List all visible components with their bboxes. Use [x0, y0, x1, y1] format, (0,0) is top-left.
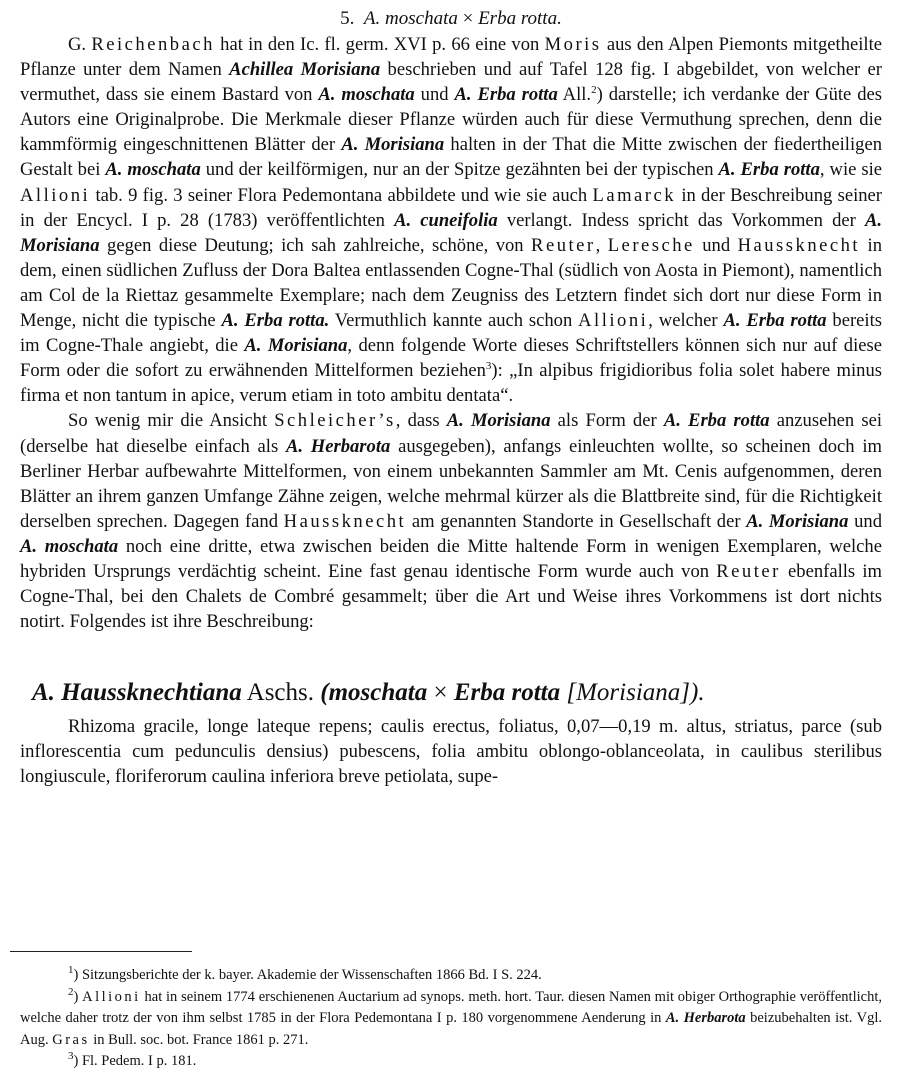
species-name: A. Morisiana: [746, 510, 849, 532]
text-run: ausgegeben), anfangs einleuchten wollte, so scheinen doch im Berliner Herbar aufbewahrte Mittelformen, von einem unbekannten Sammler am Mt. Cenis aufgenommen, deren Blätter an ihrem ganzen Umfange Zähne zeigen, welche mehrmal kürzer als die Blattbreite sind, für die Richtigkeit derselben sprechen. Dagegen fand: [20, 435, 882, 532]
text-run: , welcher: [648, 310, 724, 332]
author-name: Schleicher’s: [274, 410, 396, 432]
text-run: und: [694, 234, 738, 256]
species-name: A. Morisiana: [446, 410, 551, 432]
species-name: A. Erba rotta: [454, 84, 558, 106]
section-parent1: A. moschata: [363, 8, 458, 29]
text-run: noch eine dritte, etwa zwischen beiden die Mitte haltende Form in wenigen Exemplaren, welche hybriden Ursprungs verdächtig scheint. Eine fast genau identische Form wurde auch von: [20, 535, 882, 582]
text-run: in der Beschreibung seiner in der Encycl. I p. 28 (1783) veröffentlichten: [20, 184, 882, 231]
text-run: Vermuthlich kannte auch schon: [329, 310, 579, 332]
text-run: ,: [595, 234, 608, 256]
footnote-1: [20, 965, 882, 987]
text-run: ): [73, 988, 83, 1005]
document-page: [20, 0, 882, 790]
text-run: ) Sitzungsberichte der k. bayer. Akademie der Wissenschaften 1866 Bd. I S. 224.: [73, 967, 542, 983]
author-name: Reichenbach: [91, 34, 215, 55]
species-name: Achillea Morisiana: [229, 59, 381, 81]
text-run: in Bull. soc. bot. France 1861 p. 271.: [89, 1031, 309, 1048]
text-run: All.: [557, 84, 592, 106]
text-run: und der keilförmigen, nur an der Spitze gezähnten bei der typischen: [200, 159, 719, 181]
text-run: verlangt. Indess spricht das Vorkommen der: [497, 209, 865, 231]
species-name: A. cuneifolia: [394, 209, 498, 231]
species-name: A. Erba rotta: [663, 410, 770, 432]
section-heading: [20, 6, 882, 32]
author-name: Allioni: [20, 184, 91, 206]
species-name: A. Herbarota: [285, 435, 391, 457]
cross-symbol: ×: [427, 679, 454, 707]
author-name: Leresche: [607, 234, 695, 256]
footnote-ref-2[interactable]: 2: [591, 84, 597, 96]
text-run: bereits im Cogne-Thale angiebt, die: [20, 310, 882, 357]
species-name: A. moschata: [318, 84, 415, 106]
author-name: Haussknecht: [283, 510, 407, 532]
species-name: A. Morisiana: [341, 134, 445, 156]
text-run: ebenfalls im Cogne-Thal, bei den Chalets de Combré gesammelt; über die Art und Weise ihres Vorkommens ist dort nichts notirt. Folgendes ist ihre Beschreibung:: [20, 560, 882, 633]
species-name: A. moschata: [20, 535, 119, 557]
text-run: hat in den Ic. fl. germ. XVI p. 66 eine von: [214, 34, 545, 55]
author-name: Allioni: [82, 988, 141, 1005]
text-run: halten in der That die Mitte zwischen der fiedertheiligen Gestalt bei: [20, 134, 882, 181]
species-description: Rhizoma gracile, longe lateque repens; caulis erectus, foliatus, 0,07—0,19 m. altus, striatus, parce (sub inflorescentia cum pedunculis densius) pubescens, folia ambitu oblongo-oblanceolata, in caulibus sterilibus longiuscule, floriferorum caulina inferiora breve petiolata, supe-: [20, 716, 882, 788]
text-run: , wie sie: [819, 159, 883, 181]
author-name: Allioni: [578, 310, 649, 332]
text-run: und: [848, 510, 882, 532]
species-name: A. Erba rotta.: [221, 310, 330, 332]
author-name: Reuter: [716, 560, 781, 582]
hybrid-formula-part3: [Morisiana]).: [560, 679, 705, 707]
text-run: ) darstelle; ich verdanke der Güte des Autors eine Originalprobe. Die Merkmale dieser Pflanze würden auch für diese Vermuthung sprechen, denn die kammförmig eingeschnittenen Blätter der: [20, 84, 882, 156]
footnote-3: [20, 1051, 882, 1073]
footnote-ref-3[interactable]: 3: [485, 360, 492, 373]
author-name: Gras: [52, 1031, 90, 1048]
footnote-2: [20, 987, 882, 1052]
hybrid-formula-part2: Erba rotta: [453, 679, 561, 707]
species-name: A. Erba rotta: [723, 310, 827, 332]
text-run: als Form der: [550, 410, 664, 432]
text-run: anzusehen sei (derselbe hat dieselbe einfach als: [20, 410, 882, 457]
text-run: So wenig mir die Ansicht: [68, 410, 275, 432]
species-name: A. Herbarota: [665, 1010, 746, 1026]
text-run: 3: [68, 1050, 74, 1063]
paragraph-1: [20, 32, 882, 408]
text-run: am genannten Standorte in Gesellschaft der: [406, 510, 747, 532]
section-number: 5.: [340, 8, 355, 29]
text-run: in dem, einen südlichen Zufluss der Dora Baltea entlassenden Cogne-Thal (südlich von Aosta in Piemont), namentlich am Col de la Riettaz gesammelte Exemplare; nach dem Zeugniss des Letztern findet sich dort nur diese Form in Menge, nicht die typische: [20, 234, 882, 332]
text-run: , denn folgende Worte dieses Schriftstellers können sich nur auf diese Form oder die sofort zu erwähnenden Mittelformen beziehen: [20, 335, 882, 382]
footnote-divider: [10, 951, 192, 952]
section-parent2: Erba rotta.: [478, 8, 562, 29]
hybrid-formula-part1: (moschata: [320, 679, 428, 707]
author-name: Reuter: [531, 234, 596, 256]
text-run: G.: [68, 34, 92, 55]
species-author: Aschs.: [241, 679, 321, 707]
cross-symbol: ×: [462, 8, 474, 29]
text-run: hat in seinem 1774 erschienenen Auctarium ad synops. meth. hort. Taur. diesen Namen mit obiger Orthographie veröffentlicht, welche daher trotz der von ihm selbst 1785 in der Flora Pedemontana I p. 180 vorgenommene Aenderung in: [20, 988, 882, 1026]
text-run: beizubehalten ist. Vgl. Aug.: [20, 1010, 883, 1048]
author-name: Haussknecht: [737, 234, 861, 256]
species-name: A. moschata: [105, 159, 201, 181]
footnotes: [20, 965, 882, 1073]
text-run: ) Fl. Pedem. I p. 181.: [73, 1053, 197, 1069]
paragraph-2: [20, 408, 882, 634]
text-run: beschrieben und auf Tafel 128 fig. I abgebildet, von welcher er vermuthet, dass sie einem Bastard von: [20, 59, 882, 106]
text-run: 1: [68, 964, 74, 977]
text-run: aus den Alpen Piemonts mitgetheilte Pflanze unter dem Namen: [20, 34, 882, 81]
text-run: tab. 9 fig. 3 seiner Flora Pedemontana abbildete und wie sie auch: [90, 184, 593, 206]
text-run: und: [414, 84, 455, 106]
species-name: A. Morisiana: [20, 209, 882, 256]
species-name: A. Erba rotta: [718, 159, 820, 181]
species-heading: [20, 676, 882, 710]
text-run: , dass: [395, 410, 447, 432]
species-title: A. Haussknechtiana: [32, 679, 242, 707]
species-name: A. Morisiana: [244, 335, 348, 357]
text-run: ): „In alpibus frigidioribus folia solet habere minus firma et non tantum in apice, verum etiam in toto ambitu dentata“.: [20, 360, 882, 407]
author-name: Moris: [544, 34, 602, 55]
text-run: gegen diese Deutung; ich sah zahlreiche, schöne, von: [99, 234, 532, 256]
text-run: 2: [68, 985, 74, 998]
author-name: Lamarck: [592, 184, 677, 206]
